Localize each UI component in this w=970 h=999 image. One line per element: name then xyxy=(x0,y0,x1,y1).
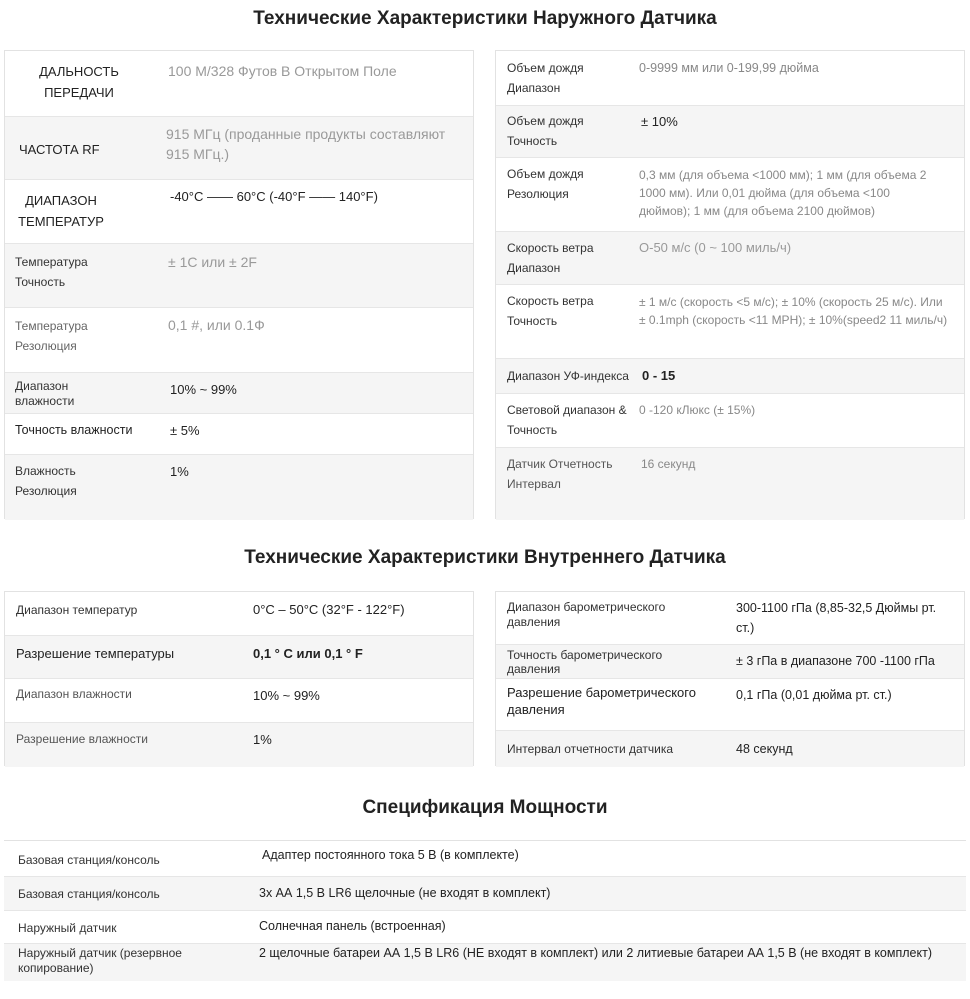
table-row xyxy=(496,679,964,731)
row-value: О-50 м/с (0 ~ 100 миль/ч) xyxy=(639,240,792,255)
table-row xyxy=(496,359,964,394)
row-label: Точность влажности xyxy=(15,423,133,437)
table-row xyxy=(5,308,473,373)
row-value: 0°С – 50°С (32°F - 122°F) xyxy=(253,602,405,617)
table-row xyxy=(496,731,964,767)
table-row xyxy=(5,373,473,414)
row-value: 10% ~ 99% xyxy=(253,688,320,703)
row-label: Разрешение барометрического давления xyxy=(507,685,696,717)
row-value: 16 секунд xyxy=(641,457,696,471)
row-value: 0,1 гПа (0,01 дюйма рт. ст.) xyxy=(736,688,892,702)
table-row xyxy=(496,645,964,679)
row-label: ДАЛЬНОСТЬ ПЕРЕДАЧИ xyxy=(39,64,119,100)
row-value: 48 секунд xyxy=(736,742,793,756)
row-value: 0,1 ° С или 0,1 ° F xyxy=(253,646,363,661)
outdoor-right-table xyxy=(495,50,965,519)
row-label: Базовая станция/консоль xyxy=(18,887,160,901)
row-value: ± 1 м/с (скорость <5 м/с); ± 10% (скорость 25 м/с). Или ± 0.1mph (скорость <11 MPH); ± 10%(speed2 11 миль/ч) xyxy=(639,295,948,327)
row-value: 0,1 #, или 0.1Ф xyxy=(168,317,265,333)
row-value: 100 М/328 Футов В Открытом Поле xyxy=(168,63,397,79)
outdoor-left-table xyxy=(4,50,474,519)
table-row xyxy=(496,51,964,106)
row-label: Точность барометрического давления xyxy=(507,648,663,676)
row-label: Скорость ветра Диапазон xyxy=(507,241,594,275)
table-row xyxy=(496,394,964,448)
table-row xyxy=(496,158,964,232)
row-value: Солнечная панель (встроенная) xyxy=(259,919,446,933)
table-row xyxy=(496,448,964,520)
table-row xyxy=(5,244,473,308)
row-label: Объем дождя Точность xyxy=(507,114,584,148)
table-row xyxy=(496,285,964,359)
row-value: 0-9999 мм или 0-199,99 дюйма xyxy=(639,61,819,75)
table-row xyxy=(5,414,473,455)
outdoor-title: Технические Характеристики Наружного Датчика xyxy=(253,8,717,29)
row-label: Температура Резолюция xyxy=(15,319,88,353)
table-row xyxy=(5,180,473,244)
row-value: 915 МГц (проданные продукты составляют 915 МГц.) xyxy=(166,126,446,162)
row-value: -40°С —— 60°С (-40°F —— 140°F) xyxy=(170,189,378,204)
power-table xyxy=(4,840,966,980)
table-row xyxy=(4,877,966,911)
indoor-left-table xyxy=(4,591,474,766)
row-value: 2 щелочные батареи АА 1,5 В LR6 (НЕ входят в комплект) или 2 литиевые батареи АА 1,5 В (не входят в комплект) xyxy=(259,946,932,960)
table-row xyxy=(4,944,966,981)
table-row xyxy=(5,636,473,679)
table-row xyxy=(4,841,966,877)
row-label: Диапазон влажности xyxy=(15,379,75,408)
table-row xyxy=(5,117,473,180)
table-row xyxy=(5,51,473,117)
row-value: ± 10% xyxy=(641,114,678,129)
row-value: ± 3 гПа в диапазоне 700 -1100 гПа xyxy=(736,654,935,668)
table-row xyxy=(5,679,473,723)
table-row xyxy=(496,232,964,285)
row-label: Объем дождя Резолюция xyxy=(507,167,584,201)
row-label: Объем дождя Диапазон xyxy=(507,61,584,95)
row-label: Разрешение влажности xyxy=(16,732,148,746)
row-label: Интервал отчетности датчика xyxy=(507,742,674,756)
indoor-right-table xyxy=(495,591,965,766)
row-label: Скорость ветра Точность xyxy=(507,294,594,328)
row-value: 1% xyxy=(253,732,272,747)
row-label: ДИАПАЗОН ТЕМПЕРАТУР xyxy=(18,193,104,229)
row-label: Датчик Отчетность Интервал xyxy=(507,457,613,491)
row-value: ± 1С или ± 2F xyxy=(168,254,257,270)
table-row xyxy=(5,592,473,636)
row-value: 0 -120 кЛюкс (± 15%) xyxy=(639,403,756,417)
row-label: Наружный датчик (резервное копирование) xyxy=(18,946,182,975)
row-label: Базовая станция/консоль xyxy=(18,853,160,867)
indoor-title: Технические Характеристики Внутреннего Датчика xyxy=(244,547,726,568)
row-label: Наружный датчик xyxy=(18,921,117,935)
row-label: Диапазон влажности xyxy=(16,687,132,701)
row-value: 0,3 мм (для объема <1000 мм); 1 мм (для объема 2 1000 мм). Или 0,01 дюйма (для объема <100 дюймов); 1 мм (для объема 2100 дюймов) xyxy=(639,168,927,218)
row-label: Диапазон УФ-индекса xyxy=(507,369,629,383)
row-value: ± 5% xyxy=(170,423,200,438)
row-label: Температура Точность xyxy=(15,255,88,289)
table-row xyxy=(5,723,473,767)
row-label: Влажность Резолюция xyxy=(15,464,77,498)
row-value: 0 - 15 xyxy=(642,368,676,383)
table-row xyxy=(496,592,964,645)
row-label: Разрешение температуры xyxy=(16,646,175,661)
row-value: 10% ~ 99% xyxy=(170,382,237,397)
row-value: 300-1100 гПа (8,85-32,5 Дюймы рт. ст.) xyxy=(736,601,937,635)
table-row xyxy=(4,911,966,944)
row-value: 3х АА 1,5 В LR6 щелочные (не входят в комплект) xyxy=(259,886,551,900)
row-label: Световой диапазон & Точность xyxy=(507,403,627,437)
table-row xyxy=(5,455,473,520)
row-value: 1% xyxy=(170,464,189,479)
row-label: ЧАСТОТА RF xyxy=(19,142,100,157)
row-label: Диапазон температур xyxy=(16,603,138,617)
table-row xyxy=(496,106,964,158)
power-title: Спецификация Мощности xyxy=(362,797,608,818)
row-label: Диапазон барометрического давления xyxy=(507,600,666,629)
row-value: Адаптер постоянного тока 5 В (в комплекте) xyxy=(262,848,519,862)
